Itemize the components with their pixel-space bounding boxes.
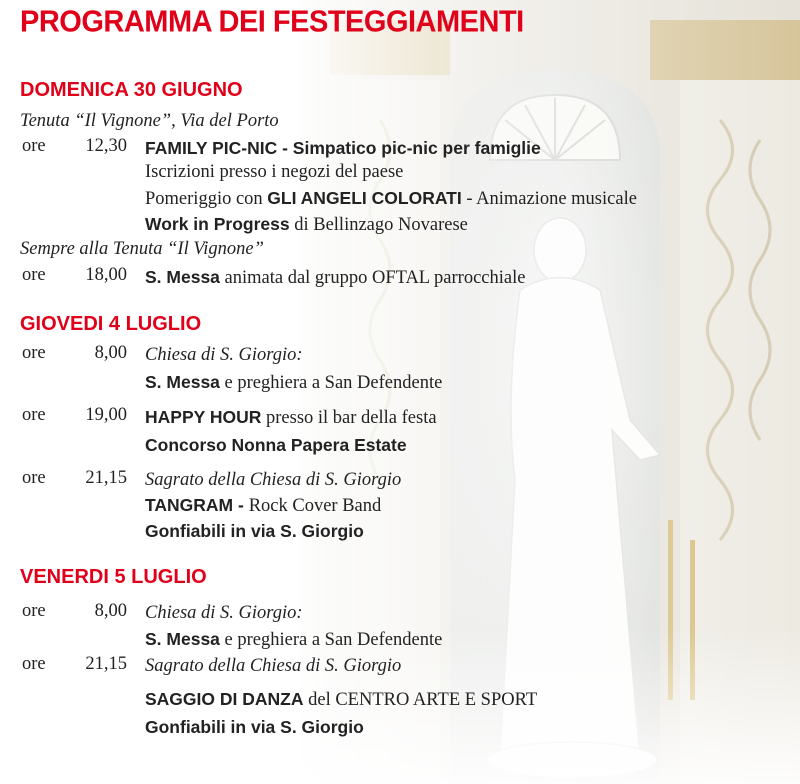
event-detail [145,213,468,236]
day-heading: GIOVEDI 4 LUGLIO [20,313,202,335]
event-detail-text: animata dal gruppo OFTAL parrocchiale [219,268,526,288]
event-detail [145,187,637,210]
event-detail: Iscrizioni presso i negozi del paese [145,162,404,182]
location-text: Chiesa di S. Giorgio: [145,345,303,365]
location-text: Sempre alla Tenuta “Il Vignone” [20,239,264,259]
page-title: PROGRAMMA DEI FESTEGGIAMENTI [20,5,524,39]
event-detail [145,628,442,651]
ore-label: ore [22,136,46,156]
day-heading: VENERDI 5 LUGLIO [20,566,207,588]
event-detail-text: Pomeriggio con [145,189,268,209]
event-performer: GLI ANGELI COLORATI [267,188,462,208]
location-text: Chiesa di S. Giorgio: [145,603,303,623]
event-title: Gonfiabili in via S. Giorgio [145,521,364,541]
event-detail [145,406,437,429]
event-time: 21,15 [85,654,127,674]
event-title: S. Messa [145,629,220,649]
event-time: 8,00 [94,343,127,363]
event-title: S. Messa [145,267,220,287]
event-time: 8,00 [94,601,127,621]
ore-label: ore [22,343,46,363]
event-detail [145,688,537,711]
event-time: 12,30 [85,136,127,156]
ore-label: ore [22,654,46,674]
event-time: 19,00 [85,405,127,425]
ore-label: ore [22,601,46,621]
location-text: Sagrato della Chiesa di S. Giorgio [145,656,402,676]
event-title: HAPPY HOUR [145,407,262,427]
event-performer: Work in Progress [145,214,290,234]
event-title: Gonfiabili in via S. Giorgio [145,717,364,737]
event-detail [145,371,442,394]
event-detail-text: Rock Cover Band [248,496,382,516]
ore-label: ore [22,405,46,425]
ore-label: ore [22,468,46,488]
event-title: S. Messa [145,372,220,392]
event-title: SAGGIO DI DANZA [145,689,304,709]
event-time: 21,15 [85,468,127,488]
event-detail-text: di Bellinzago Novarese [289,215,468,235]
event-detail-text: e preghiera a San Defendente [219,373,443,393]
event-title: TANGRAM - [145,495,249,515]
event-detail-text: e preghiera a San Defendente [219,630,443,650]
event-detail-text: - Animazione musicale [461,189,637,209]
ore-label: ore [22,265,46,285]
event-detail-text: presso il bar della festa [261,408,437,428]
event-detail [145,494,381,517]
location-text: Tenuta “Il Vignone”, Via del Porto [20,111,279,131]
event-title: FAMILY PIC-NIC - Simpatico pic-nic per famiglie [145,138,541,158]
day-heading: DOMENICA 30 GIUGNO [20,79,243,101]
event-time: 18,00 [85,265,127,285]
event-title: Concorso Nonna Papera Estate [145,435,407,455]
event-detail [145,266,525,289]
event-detail-text: del CENTRO ARTE E SPORT [303,690,538,710]
location-text: Sagrato della Chiesa di S. Giorgio [145,470,402,490]
